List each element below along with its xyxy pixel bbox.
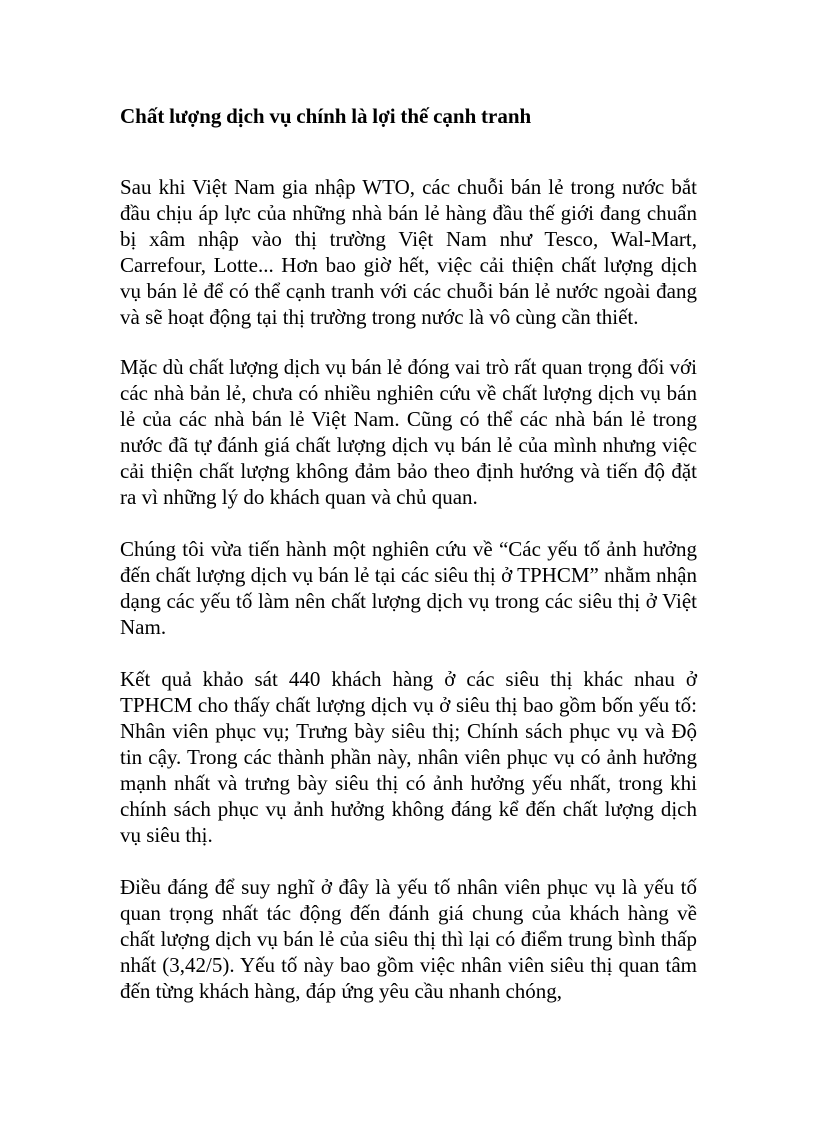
paragraph-study-introduction: Chúng tôi vừa tiến hành một nghiên cứu về “Các yếu tố ảnh hưởng đến chất lượng dịch vụ bán lẻ tại các siêu thị ở TPHCM” nhằm nhận dạng các yếu tố làm nên chất lượng dịch vụ trong các siêu thị ở Việt Nam. — [120, 537, 697, 639]
paragraph-staff-factor: Điều đáng để suy nghĩ ở đây là yếu tố nhân viên phục vụ là yếu tố quan trọng nhất tác động đến đánh giá chung của khách hàng về chất lượng dịch vụ bán lẻ của siêu thị thì lại có điểm trung bình thấp nhất (3,42/5). Yếu tố này bao gồm việc nhân viên siêu thị quan tâm đến từng khách hàng, đáp ứng yêu cầu nhanh chóng, — [120, 875, 697, 1003]
document-page — [120, 100, 697, 1004]
document-title: Chất lượng dịch vụ chính là lợi thế cạnh tranh — [120, 104, 532, 128]
paragraph-wto-context: Sau khi Việt Nam gia nhập WTO, các chuỗi bán lẻ trong nước bắt đầu chịu áp lực của những nhà bán lẻ hàng đầu thế giới đang chuẩn bị xâm nhập vào thị trường Việt Nam như Tesco, Wal-Mart, Carrefour, Lotte... Hơn bao giờ hết, việc cải thiện chất lượng dịch vụ bán lẻ để có thể cạnh tranh với các chuỗi bán lẻ nước ngoài đang và sẽ hoạt động tại thị trường trong nước là vô cùng cần thiết. — [120, 175, 697, 329]
paragraph-lack-of-research: Mặc dù chất lượng dịch vụ bán lẻ đóng vai trò rất quan trọng đối với các nhà bản lẻ, chưa có nhiều nghiên cứu về chất lượng dịch vụ bán lẻ của các nhà bán lẻ Việt Nam. Cũng có thể các nhà bán lẻ trong nước đã tự đánh giá chất lượng dịch vụ bán lẻ của mình nhưng việc cải thiện chất lượng không đảm bảo theo định hướng và tiến độ đặt ra vì những lý do khách quan và chủ quan. — [120, 355, 697, 509]
paragraph-survey-results: Kết quả khảo sát 440 khách hàng ở các siêu thị khác nhau ở TPHCM cho thấy chất lượng dịch vụ ở siêu thị bao gồm bốn yếu tố: Nhân viên phục vụ; Trưng bày siêu thị; Chính sách phục vụ và Độ tin cậy. Trong các thành phần này, nhân viên phục vụ có ảnh hưởng mạnh nhất và trưng bày siêu thị có ảnh hưởng yếu nhất, trong khi chính sách phục vụ ảnh hưởng không đáng kể đến chất lượng dịch vụ siêu thị. — [120, 667, 697, 847]
